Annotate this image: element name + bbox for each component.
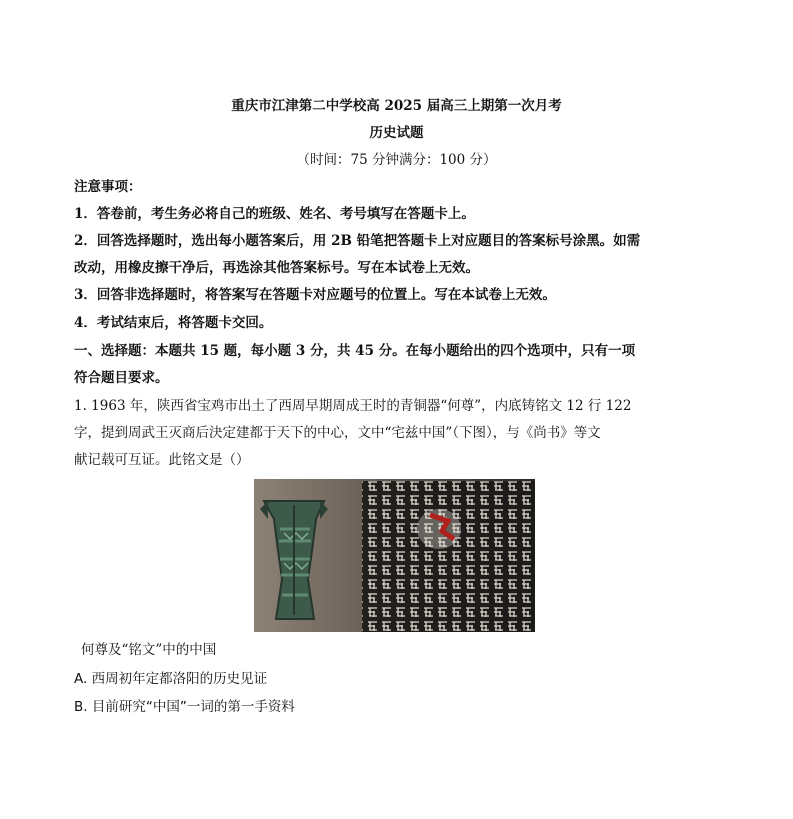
exam-subject: 历史试题 bbox=[369, 125, 424, 141]
exam-time-info: （时间：75 分钟满分：100 分） bbox=[296, 152, 497, 168]
question-1-line-1: 1. 1963 年，陕西省宝鸡市出土了西周早期周成王时的青铜器“何尊”，内底铸铭文 12 行 122 bbox=[74, 398, 632, 414]
section-1-line-2: 符合题目要求。 bbox=[74, 370, 169, 386]
notice-heading: 注意事项： bbox=[74, 179, 142, 195]
inscription-rubbing bbox=[362, 481, 535, 632]
option-a: A. 西周初年定都洛阳的历史见证 bbox=[74, 671, 268, 687]
he-zun-inscription-image bbox=[254, 479, 535, 632]
notice-item-2-line-1: 2．回答选择题时，选出每小题答案后，用 2B 铅笔把答题卡上对应题目的答案标号涂黑。如需 bbox=[74, 233, 641, 249]
notice-item-3: 3．回答非选择题时，将答案写在答题卡对应题号的位置上。写在本试卷上无效。 bbox=[74, 287, 556, 303]
notice-item-1: 1．答卷前，考生务必将自己的班级、姓名、考号填写在答题卡上。 bbox=[74, 206, 475, 222]
question-1-line-3: 献记载可互证。此铭文是（） bbox=[74, 452, 250, 468]
notice-item-2-line-2: 改动，用橡皮擦干净后，再选涂其他答案标号。写在本试卷上无效。 bbox=[74, 260, 479, 276]
option-b: B. 目前研究“中国”一词的第一手资料 bbox=[74, 699, 295, 715]
section-1-line-1: 一、选择题：本题共 15 题，每小题 3 分，共 45 分。在每小题给出的四个选项中，只有一项 bbox=[74, 343, 636, 359]
question-1-line-2: 字，提到周武王灭商后決定建都于天下的中心，文中“宅兹中国”（下图），与《尚书》等文 bbox=[74, 425, 601, 441]
notice-item-4: 4．考试结束后，将答题卡交回。 bbox=[74, 315, 273, 331]
figure-caption: 何尊及“铭文”中的中国 bbox=[81, 642, 217, 658]
exam-title: 重庆市江津第二中学校高 2025 届高三上期第一次月考 bbox=[231, 98, 562, 114]
